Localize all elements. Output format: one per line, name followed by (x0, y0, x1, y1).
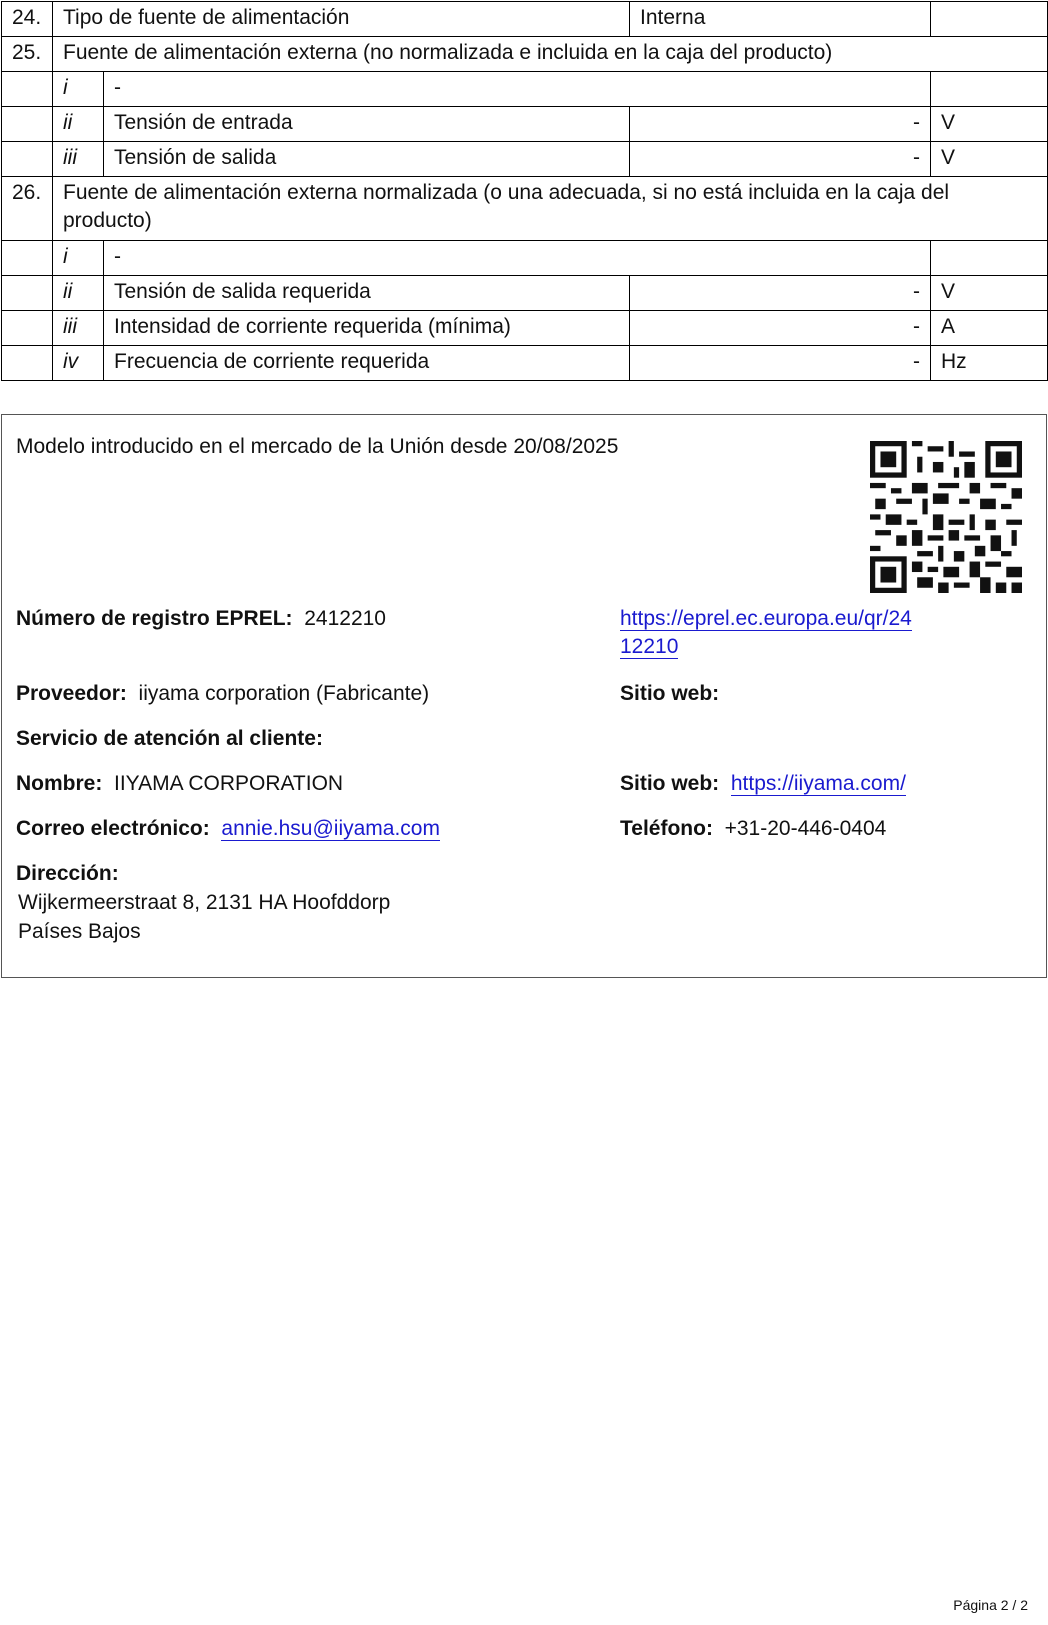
phone-value: +31-20-446-0404 (724, 817, 887, 840)
email-label: Correo electrónico: (16, 817, 210, 840)
sub-index: iii (53, 311, 104, 346)
qr-code-icon (870, 441, 1022, 593)
row-label: Tensión de salida requerida (104, 276, 630, 311)
name-row (16, 770, 343, 798)
table-row (2, 276, 1048, 311)
email-row (16, 815, 440, 843)
website-row (620, 770, 906, 798)
eprel-link-continuation[interactable]: 12210 (620, 635, 679, 659)
row-label: - (104, 72, 931, 107)
sub-index: iii (53, 142, 104, 177)
eprel-link[interactable]: https://eprel.ec.europa.eu/qr/24 (620, 607, 912, 630)
row-number: 25. (2, 37, 53, 72)
row-number: 26. (2, 177, 53, 241)
address-line-2: Países Bajos (18, 920, 141, 943)
name-value: IIYAMA CORPORATION (114, 772, 344, 795)
phone-row (620, 815, 886, 843)
row-unit: V (931, 276, 1048, 311)
row-label: Frecuencia de corriente requerida (104, 346, 630, 381)
row-unit: A (931, 311, 1048, 346)
sub-index: ii (53, 107, 104, 142)
customer-service-label: Servicio de atención al cliente: (16, 727, 323, 750)
row-label: Intensidad de corriente requerida (mínima) (104, 311, 630, 346)
website-link[interactable]: https://iiyama.com/ (730, 772, 906, 795)
sub-index: i (53, 72, 104, 107)
eprel-label: Número de registro EPREL: (16, 607, 293, 630)
supplier-value: iiyama corporation (Fabricante) (138, 682, 430, 705)
supplier-row (16, 680, 429, 708)
sub-index: i (53, 241, 104, 276)
sub-index: iv (53, 346, 104, 381)
table-row (2, 107, 1048, 142)
table-row (2, 241, 1048, 276)
table-row (2, 37, 1048, 72)
row-unit: V (931, 107, 1048, 142)
power-supply-table (1, 1, 1048, 381)
page-number: Página 2 / 2 (953, 1597, 1028, 1614)
table-row (2, 2, 1048, 37)
row-value: - (630, 276, 931, 311)
supplier-label: Proveedor: (16, 682, 127, 705)
row-unit: V (931, 142, 1048, 177)
row-value: - (630, 142, 931, 177)
row-label: Fuente de alimentación externa normalizada (o una adecuada, si no está incluida en la caja del producto) (53, 177, 1048, 241)
row-unit (931, 2, 1048, 37)
eprel-link-block (620, 605, 912, 662)
address-label: Dirección: (16, 862, 119, 885)
row-value: - (630, 311, 931, 346)
row-unit: Hz (931, 346, 1048, 381)
table-row (2, 142, 1048, 177)
eprel-value: 2412210 (304, 607, 386, 630)
phone-label: Teléfono: (620, 817, 713, 840)
row-label: Tensión de entrada (104, 107, 630, 142)
row-value: - (630, 107, 931, 142)
email-link[interactable]: annie.hsu@iiyama.com (221, 817, 440, 840)
website-label-supplier: Sitio web: (620, 682, 720, 705)
row-value: Interna (630, 2, 931, 37)
row-label: Tensión de salida (104, 142, 630, 177)
address-line-1: Wijkermeerstraat 8, 2131 HA Hoofddorp (18, 891, 391, 914)
table-row (2, 311, 1048, 346)
website-label: Sitio web: (620, 772, 720, 795)
table-row (2, 346, 1048, 381)
name-label: Nombre: (16, 772, 103, 795)
row-value: - (630, 346, 931, 381)
row-label: - (104, 241, 931, 276)
product-info-box (1, 414, 1047, 978)
sub-index: ii (53, 276, 104, 311)
row-number: 24. (2, 2, 53, 37)
eprel-row (16, 605, 386, 633)
market-date-text: Modelo introducido en el mercado de la Unión desde 20/08/2025 (16, 435, 619, 458)
table-row (2, 177, 1048, 241)
table-row (2, 72, 1048, 107)
row-label: Fuente de alimentación externa (no normalizada e incluida en la caja del producto) (53, 37, 1048, 72)
row-label: Tipo de fuente de alimentación (53, 2, 630, 37)
